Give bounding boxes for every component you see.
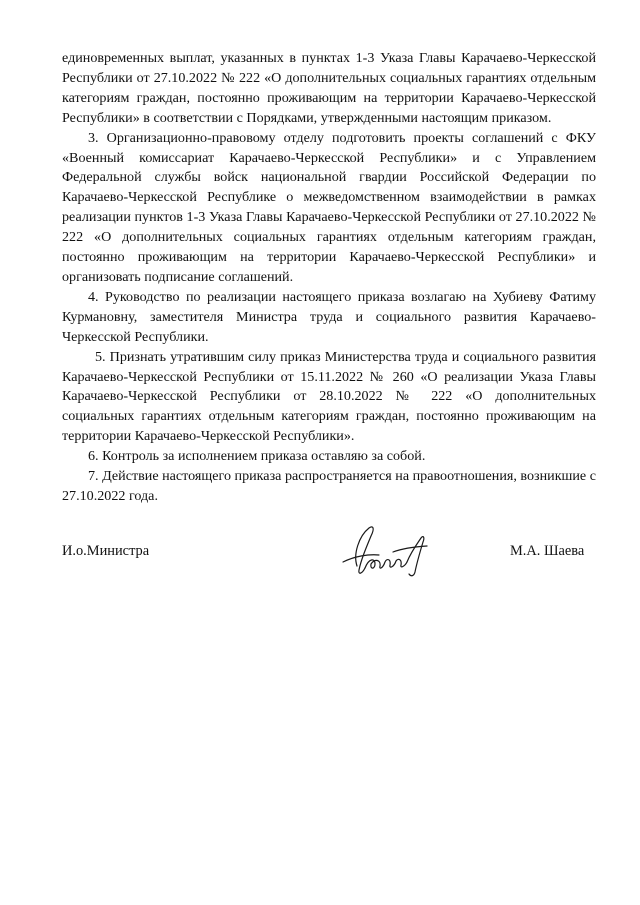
handwritten-signature <box>335 522 445 582</box>
paragraph-continuation: единовременных выплат, указанных в пунктах 1-3 Указа Главы Карачаево-Черкесской Республики от 27.10.2022 № 222 «О дополнительных социальных гарантиях отдельным категориям граждан, постоянно проживающим на территории Карачаево-Черкесской Республики» в соответствии с Порядками, утвержденными настоящим приказом. <box>62 50 596 126</box>
paragraph-7: 7. Действие настоящего приказа распространяется на правоотношения, возникшие с 27.10.2022 года. <box>62 468 596 504</box>
paragraph-3: 3. Организационно-правовому отделу подготовить проекты соглашений с ФКУ «Военный комиссариат Карачаево-Черкесской Республики» и с Управлением Федеральной службы войск национальной гвардии Российской Федерации по Карачаево-Черкесской Республике о межведомственном взаимодействии в рамках реализации пунктов 1-3 Указа Главы Карачаево-Черкесской Республики от 27.10.2022 № 222 «О дополнительных социальных гарантиях отдельным категориям граждан, постоянно проживающим на территории Карачаево-Черкесской Республики» и организовать подписание соглашений. <box>62 129 596 285</box>
document-body <box>62 49 596 507</box>
signer-name: М.А. Шаева <box>510 543 585 559</box>
paragraph-4: 4. Руководство по реализации настоящего приказа возлагаю на Хубиеву Фатиму Курмановну, заместителя Министра труда и социального развития Карачаево-Черкесской Республики. <box>62 288 596 345</box>
signer-position: И.о.Министра <box>62 543 150 559</box>
paragraph-6: 6. Контроль за исполнением приказа оставляю за собой. <box>88 448 426 465</box>
paragraph-5: 5. Признать утратившим силу приказ Министерства труда и социального развития Карачаево-Черкесской Республики от 15.11.2022 № 260 «О реализации Указа Главы Карачаево-Черкесской Республики от 28.10.2022 № 222 «О дополнительных социальных гарантиях отдельным категориям граждан, постоянно проживающим на территории Карачаево-Черкесской Республики». <box>62 348 596 445</box>
